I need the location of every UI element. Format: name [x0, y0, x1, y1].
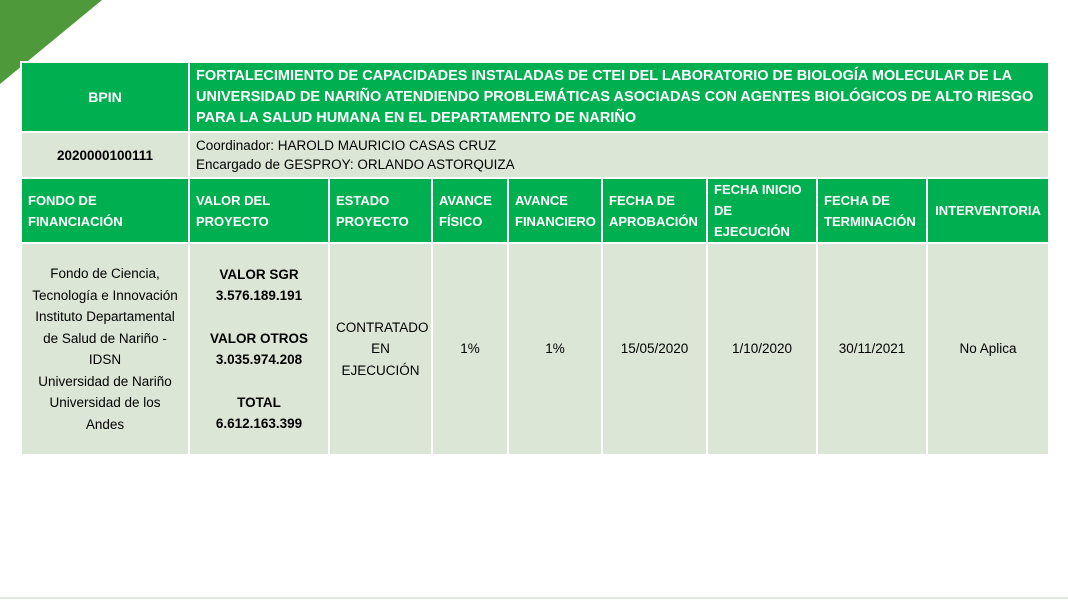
col-fondo: FONDO DE FINANCIACIÓN	[21, 178, 189, 243]
valor-sgr-value: 3.576.189.191	[215, 288, 303, 303]
col-interventoria: INTERVENTORIA	[927, 178, 1049, 243]
bottom-divider	[0, 597, 1068, 599]
col-estado: ESTADO PROYECTO	[329, 178, 432, 243]
col-fecha-terminacion: FECHA DE TERMINACIÓN	[817, 178, 927, 243]
bpin-label: BPIN	[21, 62, 189, 132]
valor-proyecto	[189, 243, 329, 455]
fecha-terminacion: 30/11/2021	[817, 243, 927, 455]
title-row	[21, 62, 1049, 132]
coordinator: Coordinador: HAROLD MAURICIO CASAS CRUZ	[196, 138, 497, 153]
valor-total-value: 6.612.163.399	[215, 416, 303, 431]
responsibles	[189, 132, 1049, 178]
estado-proyecto: CONTRATADO EN EJECUCIÓN	[329, 243, 432, 455]
gesproy-manager: Encargado de GESPROY: ORLANDO ASTORQUIZA	[196, 157, 515, 172]
fecha-aprobacion: 15/05/2020	[602, 243, 707, 455]
project-title: FORTALECIMIENTO DE CAPACIDADES INSTALADAS DE CTEI DEL LABORATORIO DE BIOLOGÍA MOLECULAR DE LA UNIVERSIDAD DE NARIÑO ATENDIENDO PROBLEMÁTICAS ASOCIADAS CON AGENTES BIOLÓGICOS DE ALTO RIESGO PARA LA SALUD HUMANA EN EL DEPARTAMENTO DE NARIÑO	[189, 62, 1049, 132]
col-avance-financiero: AVANCE FINANCIERO	[508, 178, 602, 243]
col-fecha-aprobacion: FECHA DE APROBACIÓN	[602, 178, 707, 243]
valor-total-label: TOTAL	[237, 394, 281, 410]
col-avance-fisico: AVANCE FÍSICO	[432, 178, 508, 243]
valor-otros-label: VALOR OTROS	[209, 330, 308, 346]
avance-fisico: 1%	[432, 243, 508, 455]
project-table	[20, 61, 1050, 456]
fecha-inicio: 1/10/2020	[707, 243, 817, 455]
interventoria: No Aplica	[927, 243, 1049, 455]
column-header-row	[21, 178, 1049, 243]
table-row	[21, 243, 1049, 455]
avance-financiero: 1%	[508, 243, 602, 455]
bpin-code: 2020000100111	[21, 132, 189, 178]
valor-otros-value: 3.035.974.208	[215, 352, 303, 367]
valor-sgr-label: VALOR SGR	[219, 266, 299, 282]
col-fecha-inicio: FECHA INICIO DE EJECUCIÓN	[707, 178, 817, 243]
col-valor: VALOR DEL PROYECTO	[189, 178, 329, 243]
info-row	[21, 132, 1049, 178]
fondo-financiacion: Fondo de Ciencia, Tecnología e Innovación Instituto Departamental de Salud de Nariño - IDSN Universidad de Nariño Universidad de los Andes	[21, 243, 189, 455]
